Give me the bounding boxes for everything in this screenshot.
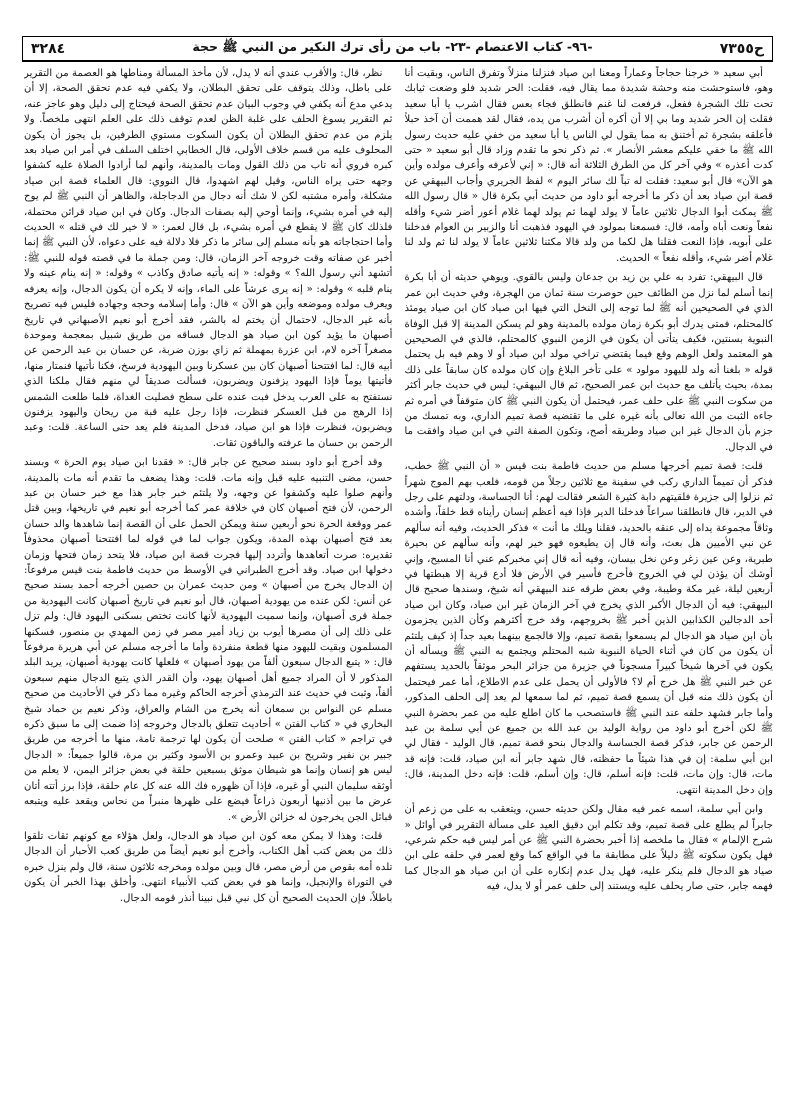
paragraph: وقد أخرج أبو داود بسند صحيح عن جابر قال: « فقدنا ابن صياد يوم الحرة » وبسند حسن، مضى التنبيه عليه قبل وإنه مات. قلت: وهذا يضعف ما تقدم أنه مات بالمدينة، وأنهم صلوا عليه وكشفوا عن وجهه، ولا يلتئم خبر جابر هذا مع خبر حسان بن عبد الرحمن، لأن فتح أصبهان كان في خلافة عمر كما أخرجه أبو نعيم في تاريخها، وبين قتل عمر ووقعة الحرة نحو أربعين سنة ويمكن الحمل على أن القصة إنما شاهدها والد حسان بعد فتح أصبهان بهذه المدة، ويكون جواب لما في قوله لما افتتحنا أصبهان محذوفاً تقديره: صرت أتعاهدها وأتردد إليها فجرت قصة ابن صياد، فلا يتحد زمان فتحها وزمان دخولها ابن صياد. وقد أخرج الطبراني في الأوسط من حديث فاطمة بنت قيس مرفوعاً: إن الدجال يخرج من أصبهان » ومن حديث عمران بن حصين أخرجه أحمد بسند صحيح عن أنس: لكن عنده من يهودية أصبهان، قال أبو نعيم في تاريخ أصبهان كانت اليهودية من جملة قرى أصبهان، وإنما سميت اليهودية لأنها كانت تختص بسكنى اليهود قال: ولم تزل على ذلك إلى أن مصرها أيوب بن زياد أمير مصر في زمن المهدي بن منصور، فسكنها المسلمون وبقيت لليهود منها قطعة منفردة وأما ما أخرجه مسلم عن أبي هريرة مرفوعاً قال: « يتبع الدجال سبعون ألفاً من يهود أصبهان » فلعلها كانت يهودية أصبهان، يريد البلد المذكور لا أن المراد جميع أهل أصبهان يهود، وأن القدر الذي يتبع الدجال منهم سبعون ألفاً، وثبت في حديث عند الترمذي أخرجه الحاكم وغيره مما ذكر في الأحاديث من صحيح مسلم عن النواس بن سمعان أنه يخرج من الشام والعراق، وذكر نعيم بن حماد شيخ البخاري في « كتاب الفتن » أحاديث تتعلق بالدجال وخروجه إذا ضمت إلى ما سبق ذكره في تراجم « كتاب الفتن » صلحت أن يكون لها ترجمة تامة، منها ما أخرجه من طريق جبير بن نفير وشريح بن عبيد وعمرو بن الأسود وكثير بن مرة، قالوا جميعاً: « الدجال ليس هو إنسان وإنما هو شيطان موثق بسبعين حلقة في بعض جزائر اليمن، لا يعلم من أوثقه سليمان النبي أو غيره، فإذا آن ظهوره فك الله عنه كل عام حلقة، فإذا برز أتته أتان عرض ما بين أذنيها أربعون ذراعاً فيضع على ظهرها منبراً من نحاس ويقعد عليه ويتبعه قبائل الجن يخرجون له خزائن الأرض ». bbox=[24, 457, 393, 823]
hadith-number: ح٧٣٥٥ bbox=[719, 40, 764, 57]
paragraph: قال البيهقي: تفرد به علي بن زيد بن جدعان وليس بالقوي. ويوهي حديثه أن أبا بكرة إنما أسلم لما نزل من الطائف حين حوصرت سنة ثمان من الهجرة، وفي حديث ابن عمر الذي في الصحيحين أنه ﷺ لما توجه إلى النخل التي فيها ابن صياد كان ابن صياد يومئذ كالمحتلم، فمتى يدرك أبو بكرة زمان مولده بالمدينة وهو لم يسكن المدينة إلا قبل الوفاة النبوية بسنتين، فكيف يتأتى أن يكون في الزمن النبوي كالمحتلم، فالذي في الصحيحين هو المعتمد ولعل الوهم وقع فيما يقتضي تراخي مولد ابن صياد أو لا وهم فيه بل يحتمل قوله « بلغنا أنه ولد لليهود مولود » على تأخر البلاغ وإن كان مولده كان سابقاً على ذلك بمدة، بحيث يأتلف مع حديث ابن عمر الصحيح، ثم قال البيهقي: ليس في حديث جابر أكثر من سكوت النبي ﷺ على حلف عمر، فيحتمل أن يكون النبي ﷺ كان متوقفاً في أمره ثم جاءه الثبت من الله تعالى بأنه غيره على ما تقتضيه قصة تميم الداري، وبه تمسك من جزم بأن الدجال غير ابن صياد وطريقه أصح، وتكون الصفة التي في ابن صياد وافقت ما في الدجال. bbox=[404, 272, 773, 453]
paragraph: قلت: وهذا لا يمكن معه كون ابن صياد هو الدجال، ولعل هؤلاء مع كونهم ثقات تلقوا ذلك من بعض كتب أهل الكتاب، وأخرج أبو نعيم أيضاً من طريق كعب الأحبار أن الدجال تلده أمه بقوص من أرض مصر، قال وبين مولده ومخرجه ثلاثون سنة، قال ولم ينزل خبره في التوراة والإنجيل، وإنما هو في بعض كتب الأنبياء انتهى. وأخلق بهذا الخبر أن يكون باطلاً، فإن الحديث الصحيح أن كل نبي قبل نبينا أنذر قومه الدجال. bbox=[24, 830, 393, 904]
paragraph: وابن أبي سلمة، اسمه عمر فيه مقال ولكن حديثه حسن، ويتعقب به على من زعم أن جابراً لم يطلع على قصة تميم، وقد تكلم ابن دقيق العيد على مسألة التقرير في أوائل « شرح الإلمام » فقال ما ملخصه إذا أخبر بحضرة النبي ﷺ عن أمر ليس فيه حكم شرعي، فهل يكون سكوته ﷺ دليلاً على مطابقة ما في الواقع كما وقع لعمر في حلفه على ابن صياد هو الدجال فلم ينكر عليه، فهل يدل عدم إنكاره على أن ابن صياد هو الدجال كما فهمه جابر، حتى صار يحلف عليه ويستند إلى حلف عمر أو لا يدل، فيه bbox=[404, 804, 773, 893]
right-column bbox=[405, 66, 774, 1106]
page-header bbox=[22, 36, 773, 62]
paragraph: نظر، قال: والأقرب عندي أنه لا يدل، لأن مأخذ المسألة ومناطها هو العصمة من التقرير على باطل، وذلك يتوقف على تحقق البطلان، ولا يكفي فيه عدم تحقق الصحة، إلا أن يدعي مدع أنه يكفي في وجوب البيان عدم تحقق الصحة فيحتاج إلى دليل وهو عاجز عنه، ثم التقرير يسوغ الحلف على غلبة الظن لعدم توقف ذلك على العلم انتهى ملخصاً. ولا يلزم من عدم تحقق البطلان أن يكون السكوت مستوي الطرفين، بل يجوز أن يكون المحلوف عليه من قسم خلاف الأولى، قال الخطابي اختلف السلف في أمر ابن صياد بعد كبره فروي أنه تاب من ذلك القول ومات بالمدينة، وأنهم لما أرادوا الصلاة عليه كشفوا وجهه حتى يراه الناس، وقيل لهم اشهدوا، قال النووي: قال العلماء قصة ابن صياد مشكلة، وأمره مشتبه لكن لا شك أنه دجال من الدجاجلة، والظاهر أن النبي ﷺ لم يوح إليه في أمره بشيء، وإنما أوحي إليه بصفات الدجال. وكان في ابن صياد قرائن محتملة، فلذلك كان ﷺ لا يقطع في أمره بشيء، بل قال لعمر: « لا خير لك في قتله » الحديث وأما احتجاجاته هو بأنه مسلم إلى سائر ما ذكر فلا دلالة فيه على دعواه، لأن النبي ﷺ إنما أخبر عن صفاته وقت خروجه آخر الزمان، قال: ومن جملة ما في قصته قوله للنبي ﷺ: أتشهد أني رسول الله؟ » وقوله: « إنه يأتيه صادق وكاذب » وقوله: « إنه ينام عينه ولا ينام قلبه » وقوله: « إنه يرى عرشاً على الماء، وإنه لا يكره أن يكون الدجال، وإنه يعرفه ويعرف مولده وموضعه وأين هو الآن » قال: وأما إسلامه وحجه وجهاده فليس فيه تصريح بأنه غير الدجال، لاحتمال أن يختم له بالشر، فقد أخرج أبو نعيم الأصبهاني في تاريخ أصبهان ما يؤيد كون ابن صياد هو الدجال فساقه من طريق شبيل بمعجمة وموحدة مصغراً آخره لام، ابن عزرة بمهملة ثم زاي بوزن ضربة، عن حسان بن عبد الرحمن عن أبيه قال: لما افتتحنا أصبهان كان بين عسكرنا وبين اليهودية فرسخ، فكنا نأتيها فنمتار منها، فأتيتها يوماً فإذا اليهود يزفنون ويضربون، فسألت صديقاً لي منهم فقال ملكنا الذي نستفتح به على العرب يدخل فبت عنده على سطح فصليت الغداة، فلما طلعت الشمس إذا الرهج من قبل العسكر فنظرت، فإذا رجل عليه قبة من ريحان واليهود يزفنون ويضربون، فنظرت فإذا هو ابن صياد، فدخل المدينة فلم يعد حتى الساعة. قلت: وعبد الرحمن بن حسان ما عرفته والباقون ثقات. bbox=[24, 68, 393, 449]
page-number: ٣٢٨٤ bbox=[31, 40, 66, 57]
text-columns bbox=[24, 66, 773, 1106]
paragraph: قلت: قصة تميم أخرجها مسلم من حديث فاطمة بنت قيس « أن النبي ﷺ خطب، فذكر أن تميماً الداري ركب في سفينة مع ثلاثين رجلاً من قومه، فلعب بهم الموج شهراً ثم نزلوا إلى جزيرة فلقيتهم دابة كثيرة الشعر فقالت لهم: أنا الجساسة، ودلتهم على رجل في الدير، قال فانطلقنا سراعاً فدخلنا الدير فإذا فيه أعظم إنسان رأيناه قط خلقاً، وأشده وثاقاً مجموعة يداه إلى عنقه بالحديد، فقلنا ويلك ما أنت » فذكر الحديث، وفيه أنه سألهم عن نبي الأميين هل بعث، وأنه قال إن يطيعوه فهو خير لهم، وأنه سألهم عن بحيرة طبرية، وعن عين زغر وعن نخل بيسان، وفيه أنه قال إني مخبركم عني أنا المسيح، وإني أوشك أن يؤذن لي في الخروج فأخرج فأسير في الأرض فلا أدع قرية إلا هبطتها في أربعين ليلة، غير مكة وطيبة، وفي بعض طرقه عند البيهقي أنه شيخ، وسندها صحيح قال البيهقي: فيه أن الدجال الأكبر الذي يخرج في آخر الزمان غير ابن صياد، وكان ابن صياد أحد الدجالين الكذابين الذين أخبر ﷺ بخروجهم، وقد خرج أكثرهم وكأن الذين يجزمون بأن ابن صياد هو الدجال لم يسمعوا بقصة تميم، وإلا فالجمع بينهما بعيد جداً إذ كيف يلتئم أن يكون من كان في أثناء الحياة النبوية شبه المحتلم ويجتمع به النبي ﷺ ويسأله أن يكون في آخرها شيخاً كبيراً مسجوناً في جزيرة من جزائر البحر موثقاً بالحديد يستفهم عن خبر النبي ﷺ هل خرج أم لا؟ فالأولى أن يحمل على عدم الاطلاع، أما عمر فيحتمل أن يكون ذلك منه قبل أن يسمع قصة تميم، ثم لما سمعها لم يعد إلى الحلف المذكور، وأما جابر فشهد حلفه عند النبي ﷺ فاستصحب ما كان اطلع عليه من عمر بحضرة النبي ﷺ لكن أخرج أبو داود من رواية الوليد بن عبد الله بن جميع عن أبي سلمة بن عبد الرحمن عن جابر، فذكر قصة الجساسة والدجال بنحو قصة تميم، قال الوليد - فقال لي ابن أبي سلمة: إن في هذا شيئاً ما حفظته، قال شهد جابر أنه ابن صياد، قلت: فإنه قد مات، قال: وإن مات، قلت: فإنه أسلم، قال: وإن أسلم، قلت: فإنه دخل المدينة، قال: وإن دخل المدينة انتهى. bbox=[404, 461, 773, 796]
running-title: -٩٦- كتاب الاعتصام -٢٣- باب من رأى ترك النكير من النبي ﷺ حجة bbox=[192, 39, 593, 54]
left-column bbox=[24, 66, 393, 1106]
paragraph: أبي سعيد « خرجنا حجاجاً وعماراً ومعنا ابن صياد فنزلنا منزلاً وتفرق الناس، وبقيت أنا وهو، فاستوحشت منه وحشة شديدة مما يقال فيه، فقلت: الحر شديد فلو وضعت ثيابك تحت تلك الشجرة ففعل، فرفعت لنا غنم فانطلق فجاء بعس فقال اشرب يا أبا سعيد فقلت إن الحر شديد وما بي إلا أن أكره أن أشرب من يده، فقال لقد هممت أن آخذ حبلاً فأعلقه بشجرة ثم أختنق به مما يقول لي الناس يا أبا سعيد من خفي عليه حديث رسول الله ﷺ ما خفي عليكم معشر الأنصار ». ثم ذكر نحو ما تقدم وزاد قال أبو سعيد « حتى كدت أعذره » وفي آخر كل من الطرق الثلاثة أنه قال: « إني لأعرفه وأعرف مولده وأين هو الآن» قال أبو سعيد: فقلت له تباً لك سائر اليوم » لفظ الجريري وأجاب البيهقي عن قصة ابن صياد بعد أن ذكر ما أخرجه أبو داود من حديث أبي بكرة قال « قال رسول الله ﷺ يمكث أبوا الدجال ثلاثين عاماً لا يولد لهما ثم يولد لهما غلام أعور أضر شيء وأقله نفعاً ونعت أباه وأمه، قال: فسمعنا بمولود في اليهود فذهبت أنا والزبير بن العوام فدخلنا على أبويه، فإذا النعت فقلنا هل لكما من ولد قالا مكثنا ثلاثين عاماً لا يولد لنا ثم ولد لنا غلام أضر شيء، وأقله نفعاً » الحديث. bbox=[404, 68, 773, 264]
